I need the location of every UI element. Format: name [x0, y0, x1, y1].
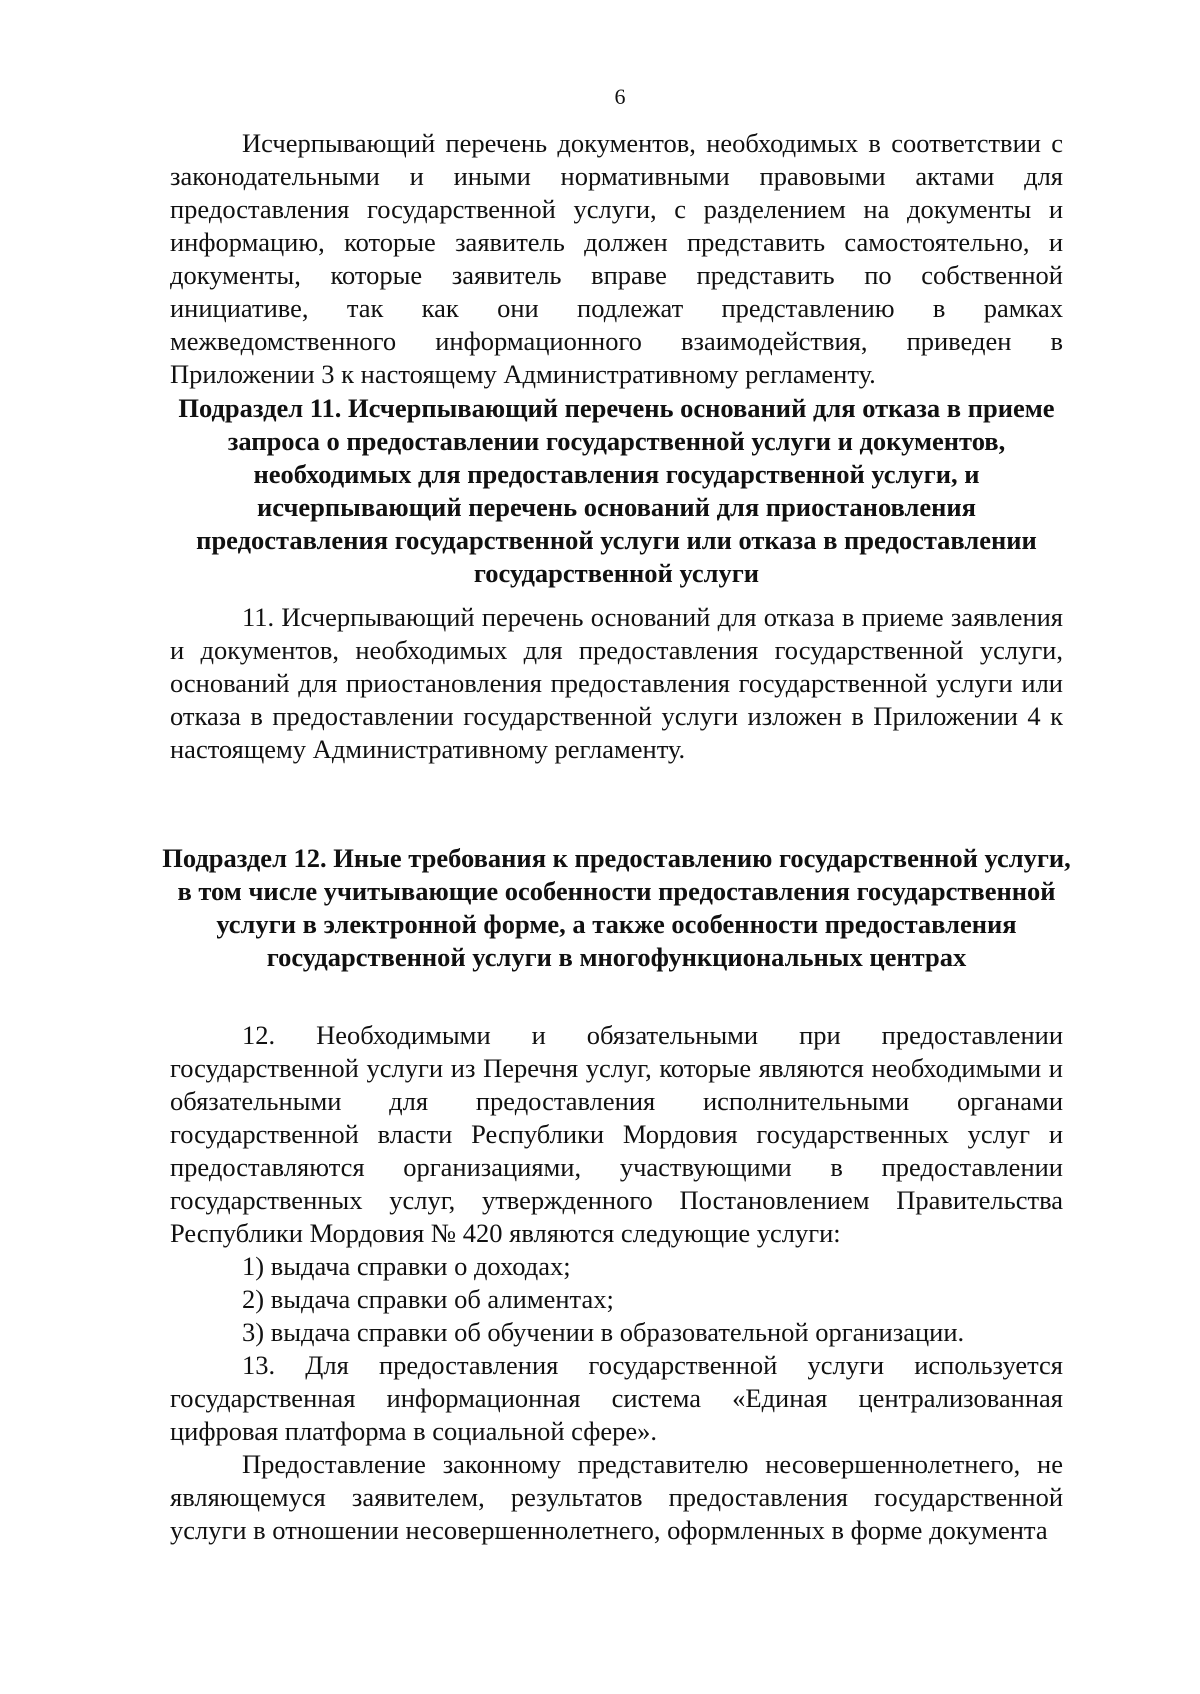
- paragraph-text: 12. Необходимыми и обязательными при предоставлении государственной услуги из Перечня услуг, которые являются необходимыми и обязательными для предоставления исполнительными органами государственной власти Республики Мордовия государственных услуг и предоставляются организациями, участвующими в предоставлении государственных услуг, утвержденного Постановлением Правительства Республики Мордовия № 420 являются следующие услуги:: [170, 1020, 1063, 1248]
- paragraph-13: 13. Для предоставления государственной услуги используется государственная информационная система «Единая централизованная цифровая платформа в социальной сфере».: [170, 1350, 1063, 1446]
- paragraph-14: Предоставление законному представителю несовершеннолетнего, не являющемуся заявителем, результатов предоставления государственной услуги в отношении несовершеннолетнего, оформленных в форме документа: [170, 1449, 1063, 1545]
- heading-subsection-11: Подраздел 11. Исчерпывающий перечень оснований для отказа в приеме запроса о предоставлении государственной услуги и документов, необходимых для предоставления государственной услуги, и исчерпывающий перечень оснований для приостановления предоставления государственной услуги или отказа в предоставлении государственной услуги: [178, 393, 1055, 588]
- paragraph-text: Исчерпывающий перечень документов, необходимых в соответствии с законодательными и иными нормативными правовыми актами для предоставления государственной услуги, с разделением на документы и информацию, которые заявитель должен представить самостоятельно, и документы, которые заявитель вправе представить по собственной инициативе, так как они подлежат представлению в рамках межведомственного информационного взаимодействия, приведен в Приложении 3 к настоящему Административному регламенту.: [170, 128, 1063, 389]
- paragraph-12: [170, 1019, 1063, 1547]
- list-item: 2) выдача справки об алиментах;: [242, 1284, 614, 1314]
- list-item: 1) выдача справки о доходах;: [242, 1251, 571, 1281]
- paragraph-11: [170, 601, 1063, 766]
- list-item: 3) выдача справки об обучении в образовательной организации.: [242, 1317, 965, 1347]
- paragraph-text: 11. Исчерпывающий перечень оснований для отказа в приеме заявления и документов, необходимых для предоставления государственной услуги, оснований для приостановления предоставления государственной услуги или отказа в предоставлении государственной услуги изложен в Приложении 4 к настоящему Административному регламенту.: [170, 602, 1063, 764]
- paragraph-documents-list: [170, 127, 1063, 391]
- heading-subsection-12: Подраздел 12. Иные требования к предоставлению государственной услуги, в том числе учитывающие особенности предоставления государственной услуги в электронной форме, а также особенности предоставления государственной услуги в многофункциональных центрах: [162, 843, 1071, 972]
- page-number: 6: [614, 84, 626, 109]
